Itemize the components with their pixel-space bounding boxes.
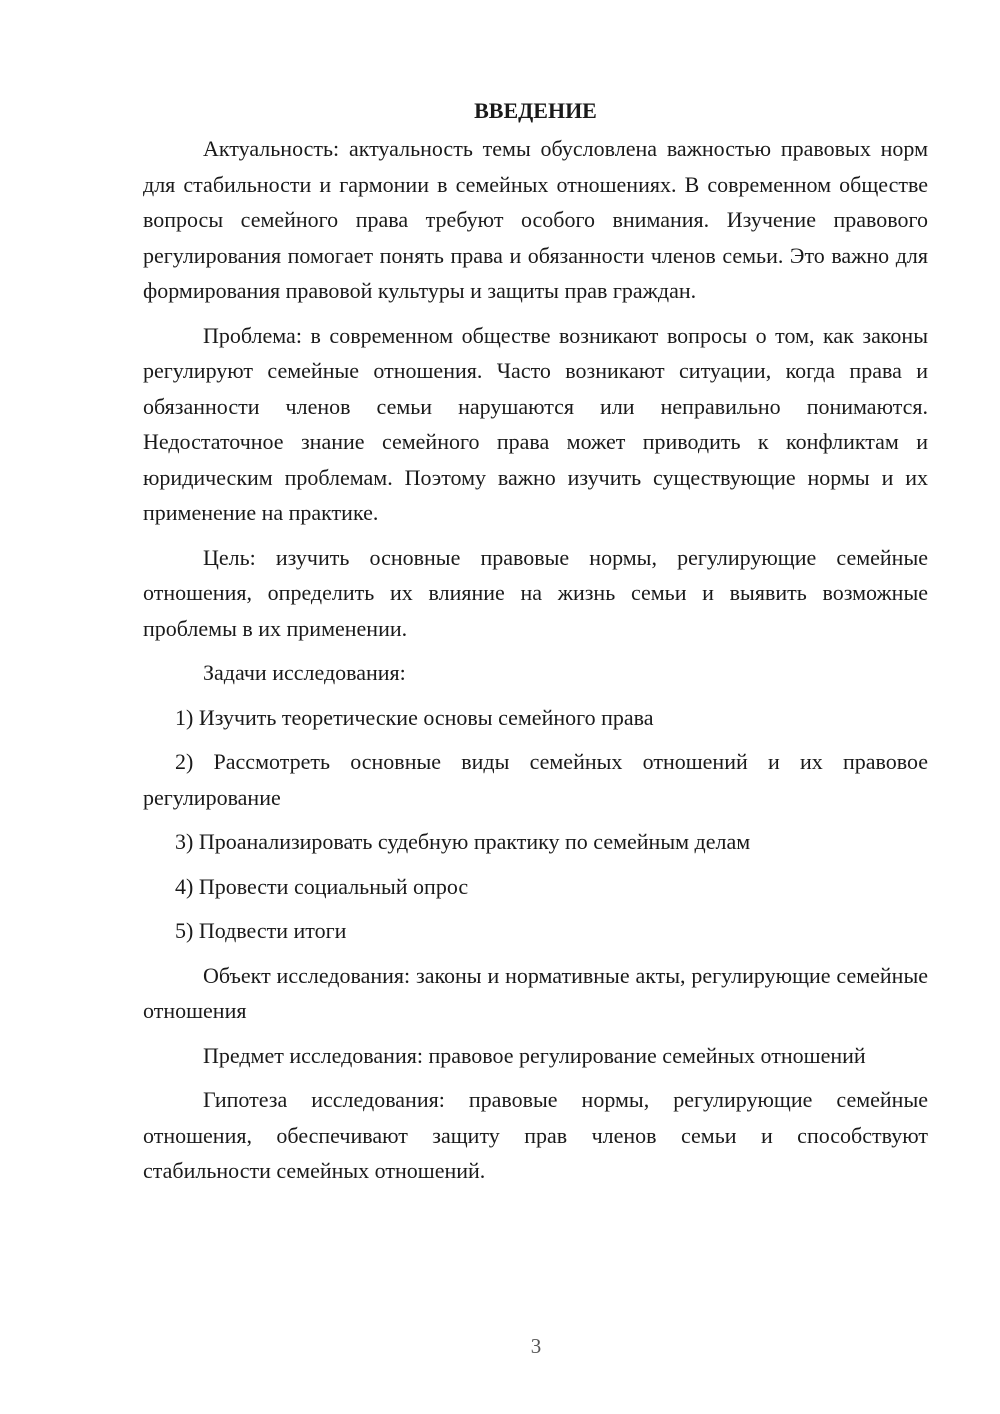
task-item-4: 4) Провести социальный опрос <box>175 873 469 899</box>
task-item-1: 1) Изучить теоретические основы семейного права <box>175 704 654 730</box>
subject-paragraph: Предмет исследования: правовое регулирование семейных отношений <box>203 1042 866 1068</box>
problem-paragraph: Проблема: в современном обществе возникают вопросы о том, как законы регулируют семейные отношения. Часто возникают ситуации, когда права и обязанности членов семьи нарушаются или неправильно понимаются. Недостаточное знание семейного права может приводить к конфликтам и юридическим проблемам. Поэтому важно изучить существующие нормы и их применение на практике. <box>143 322 928 525</box>
goal-paragraph: Цель: изучить основные правовые нормы, регулирующие семейные отношения, определить их влияние на жизнь семьи и выявить возможные проблемы в их применении. <box>143 544 928 641</box>
task-item-5: 5) Подвести итоги <box>175 918 347 943</box>
object-paragraph: Объект исследования: законы и нормативные акты, регулирующие семейные отношения <box>143 962 928 1023</box>
task-item-2: 2) Рассмотреть основные виды семейных отношений и их правовое регулирование <box>143 749 928 810</box>
task-item-3: 3) Проанализировать судебную практику по семейным делам <box>175 829 751 854</box>
page-number: 3 <box>530 1334 542 1358</box>
tasks-heading: Задачи исследования: <box>203 660 406 685</box>
relevance-paragraph: Актуальность: актуальность темы обусловлена важностью правовых норм для стабильности и гармонии в семейных отношениях. В современном обществе вопросы семейного права требуют особого внимания. Изучение правового регулирования помогает понять права и обязанности членов семьи. Это важно для формирования правовой культуры и защиты прав граждан. <box>143 136 928 303</box>
document-page <box>143 96 928 1198</box>
section-title: ВВЕДЕНИЕ <box>474 98 597 123</box>
hypothesis-paragraph: Гипотеза исследования: правовые нормы, регулирующие семейные отношения, обеспечивают защиту прав членов семьи и способствуют стабильности семейных отношений. <box>143 1087 928 1183</box>
